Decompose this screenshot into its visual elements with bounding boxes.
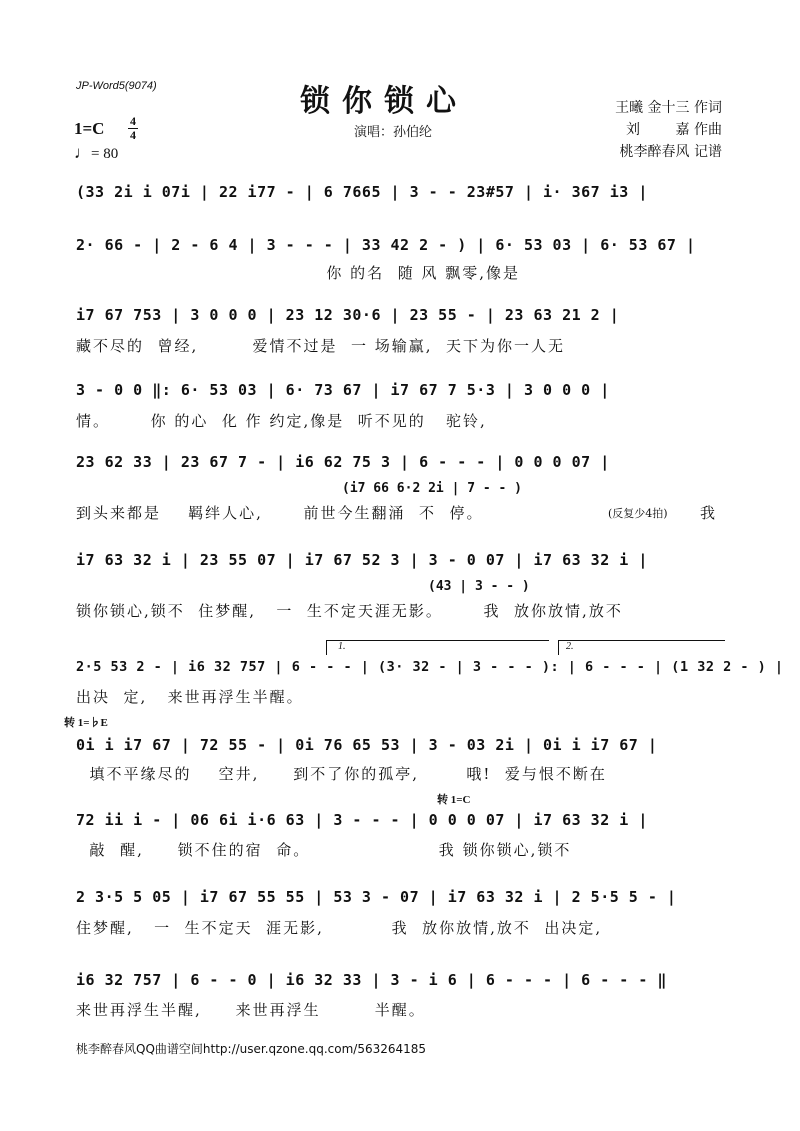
score-line: 0i i i7 67 | 72 55 - | 0i 76 65 53 | 3 - 03 2i | 0i i i7 67 | <box>76 736 658 754</box>
modulation-mark: 转 1=C <box>437 794 471 806</box>
lyric-line: 你 的名 随 风 飘零,像是 <box>76 264 521 282</box>
tempo-marking <box>74 143 118 163</box>
score-line: 23 62 33 | 23 67 7 - | i6 62 75 3 | 6 - - - | 0 0 0 07 | <box>76 453 610 471</box>
score-line: 3 - 0 0 ‖: 6· 53 03 | 6· 73 67 | i7 67 7 5·3 | 3 0 0 0 | <box>76 381 610 399</box>
lyric-line: 藏不尽的 曾经, 爱情不过是 一 场输赢, 天下为你一人无 <box>76 337 566 355</box>
time-signature-bottom: 4 <box>130 128 136 142</box>
lyric-line: 情。 你 的心 化 作 约定,像是 听不见的 驼铃, <box>76 412 487 430</box>
lyric-line: 到头来都是 羁绊人心, 前世今生翻涌 不 停。 <box>76 504 484 522</box>
transcriber-credit: 桃李醉春风 记谱 <box>619 144 722 160</box>
lyric-line: 锁你锁心,锁不 住梦醒, 一 生不定天涯无影。 我 放你放情,放不 <box>76 602 623 620</box>
score-line: i7 63 32 i | 23 55 07 | i7 67 52 3 | 3 - 0 07 | i7 63 32 i | <box>76 551 648 569</box>
volta-label-2: 2. <box>566 641 574 652</box>
alternate-melody: (43 | 3 - - ) <box>428 579 530 594</box>
score-line: (33 2i i 07i | 22 i77 - | 6 7665 | 3 - - 23#57 | i· 367 i3 | <box>76 183 648 201</box>
software-label: JP-Word5(9074) <box>76 80 157 92</box>
time-signature <box>128 116 138 141</box>
lyric-line: 住梦醒, 一 生不定天 涯无影, 我 放你放情,放不 出决定, <box>76 919 603 937</box>
alternate-melody: (i7 66 6·2 2i | 7 - - ) <box>342 481 523 496</box>
quarter-note-icon: ♩ <box>74 143 91 162</box>
key-signature: 1=C <box>74 119 105 138</box>
score-line: 2·5 53 2 - | i6 32 757 | 6 - - - | (3· 32 - | 3 - - - ): | 6 - - - | (1 32 2 - ) | <box>76 659 784 675</box>
volta-label-1: 1. <box>338 641 346 652</box>
volta-bracket-1 <box>326 640 549 655</box>
lyric-line: 敲 醒, 锁不住的宿 命。 我 锁你锁心,锁不 <box>76 841 572 859</box>
lyricist-credit: 王曦 金十三 作词 <box>615 100 722 116</box>
tempo-value: = 80 <box>91 146 119 162</box>
footer-link-text: 桃李醉春风QQ曲谱空间http://user.qzone.qq.com/563264185 <box>76 1042 427 1056</box>
lyric-line: 填不平缘尽的 空井, 到不了你的孤亭, 哦! 爱与恨不断在 <box>76 765 607 783</box>
composer-credit: 刘 嘉 作曲 <box>625 122 722 138</box>
volta-bracket-2 <box>558 640 725 655</box>
song-title: 锁你锁心 <box>300 84 468 119</box>
lyric-extra: 我 <box>700 504 718 522</box>
repeat-note: (反复少4拍) <box>608 507 668 520</box>
lyric-line: 出决 定, 来世再浮生半醒。 <box>76 688 304 706</box>
score-line: 72 ii i - | 06 6i i·6 63 | 3 - - - | 0 0 0 07 | i7 63 32 i | <box>76 811 648 829</box>
modulation-mark: 转 1=♭E <box>64 717 108 729</box>
singer-credit: 演唱：孙伯纶 <box>354 125 433 140</box>
score-line: 2 3·5 5 05 | i7 67 55 55 | 53 3 - 07 | i7 63 32 i | 2 5·5 5 - | <box>76 888 677 906</box>
score-line: i7 67 753 | 3 0 0 0 | 23 12 30·6 | 23 55 - | 23 63 21 2 | <box>76 306 620 324</box>
score-line: 2· 66 - | 2 - 6 4 | 3 - - - | 33 42 2 - ) | 6· 53 03 | 6· 53 67 | <box>76 236 696 254</box>
time-signature-top: 4 <box>130 114 136 128</box>
score-line: i6 32 757 | 6 - - 0 | i6 32 33 | 3 - i 6 | 6 - - - | 6 - - - ‖ <box>76 971 667 989</box>
lyric-line: 来世再浮生半醒, 来世再浮生 半醒。 <box>76 1001 426 1019</box>
